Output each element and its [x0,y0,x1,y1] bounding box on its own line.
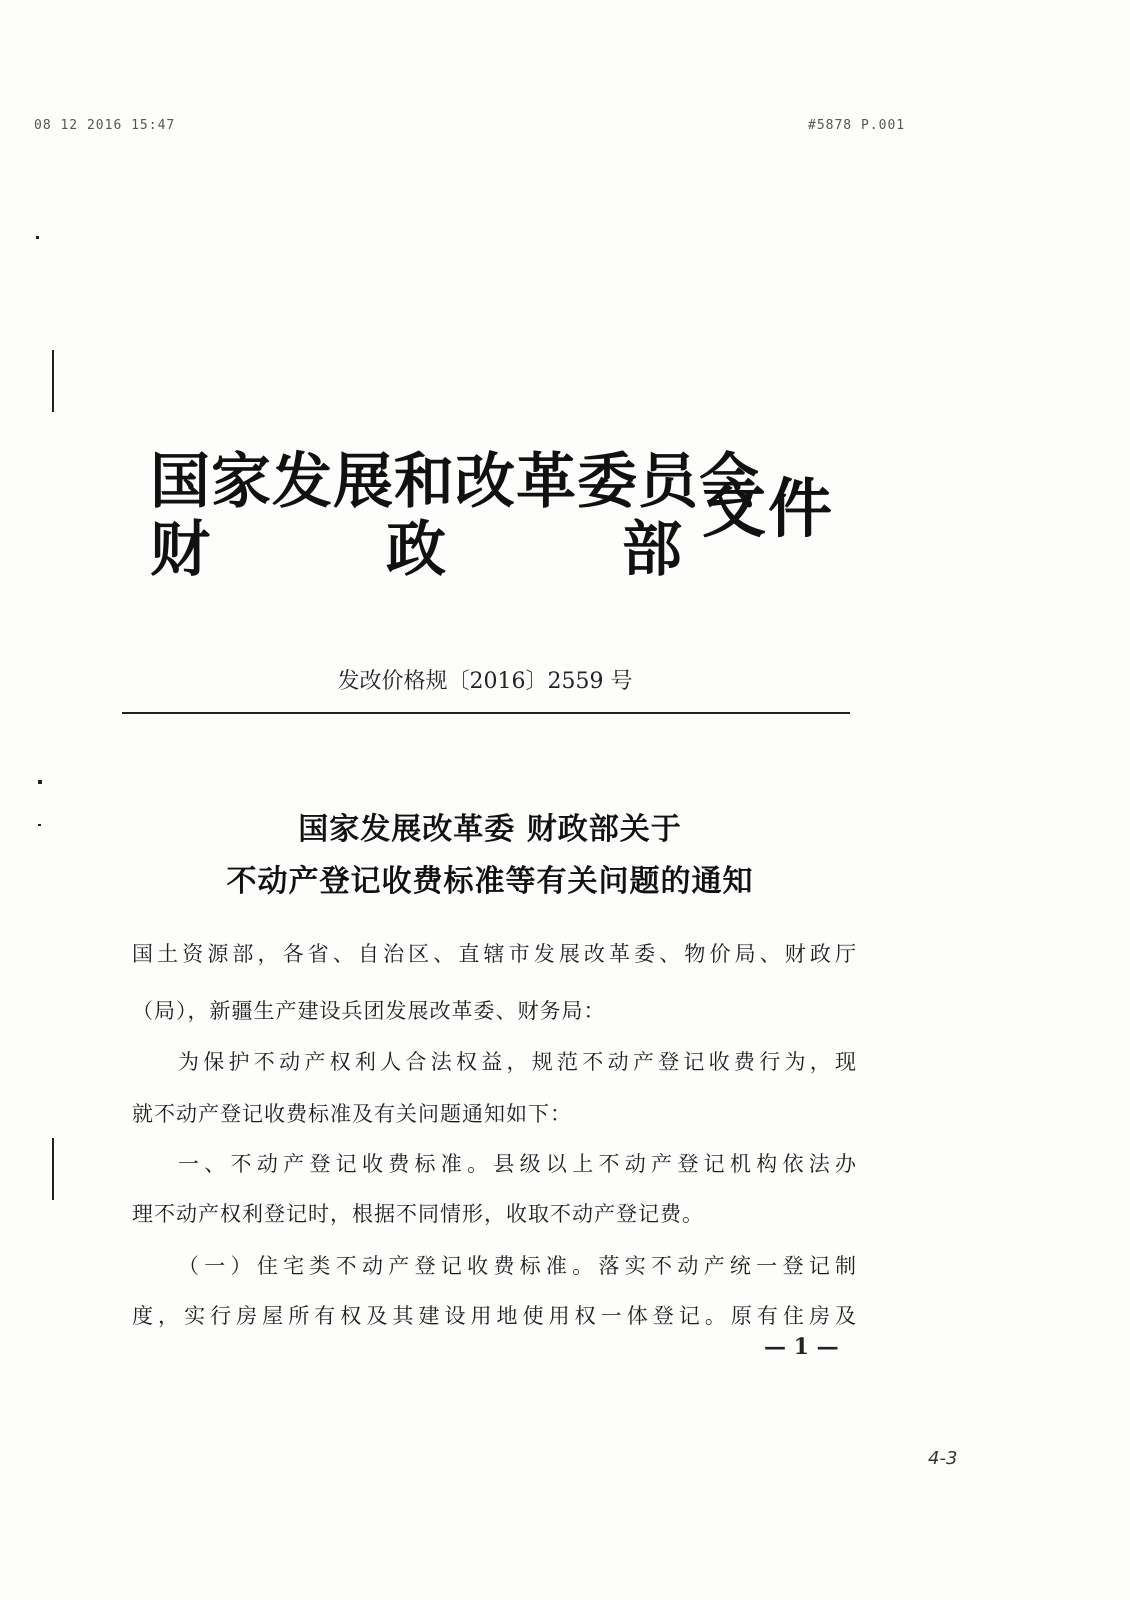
body-line: 国土资源部，各省、自治区、直辖市发展改革委、物价局、财政厅 [132,942,856,966]
issuer-mof-char-1: 财 [150,515,210,585]
body-line: （局），新疆生产建设兵团发展改革委、财务局： [132,999,606,1023]
body-line: 一、不动产登记收费标准。县级以上不动产登记机构依法办 [178,1152,856,1176]
issuer-ndrc: 国家发展和改革委员会 [150,447,760,517]
scan-mark [38,780,42,784]
header-divider [122,712,850,714]
issuer-mof-char-3: 部 [622,515,682,585]
body-line: 理不动产权利登记时，根据不同情形，收取不动产登记费。 [132,1202,704,1226]
doc-type-label: 文件 [702,472,834,547]
body-line: 就不动产登记收费标准及有关问题通知如下： [132,1102,572,1126]
body-line: 度，实行房屋所有权及其建设用地使用权一体登记。原有住房及 [132,1304,856,1328]
page-number: — 1 — [764,1334,839,1360]
notice-title-line-1: 国家发展改革委 财政部关于 [298,812,682,847]
scan-mark [52,350,54,412]
scan-mark [52,1138,54,1200]
document-number: 发改价格规〔2016〕2559 号 [337,669,633,694]
issuer-mof-char-2: 政 [386,515,446,585]
handwritten-note: 4-3 [928,1448,958,1469]
body-line: 为保护不动产权利人合法权益，规范不动产登记收费行为，现 [178,1050,856,1074]
notice-title-line-2: 不动产登记收费标准等有关问题的通知 [226,864,754,899]
scan-mark [36,236,39,239]
fax-page-id: #5878 P.001 [808,118,906,133]
fax-timestamp: 08 12 2016 15:47 [34,118,176,133]
body-line: （一）住宅类不动产登记收费标准。落实不动产统一登记制 [178,1254,856,1278]
